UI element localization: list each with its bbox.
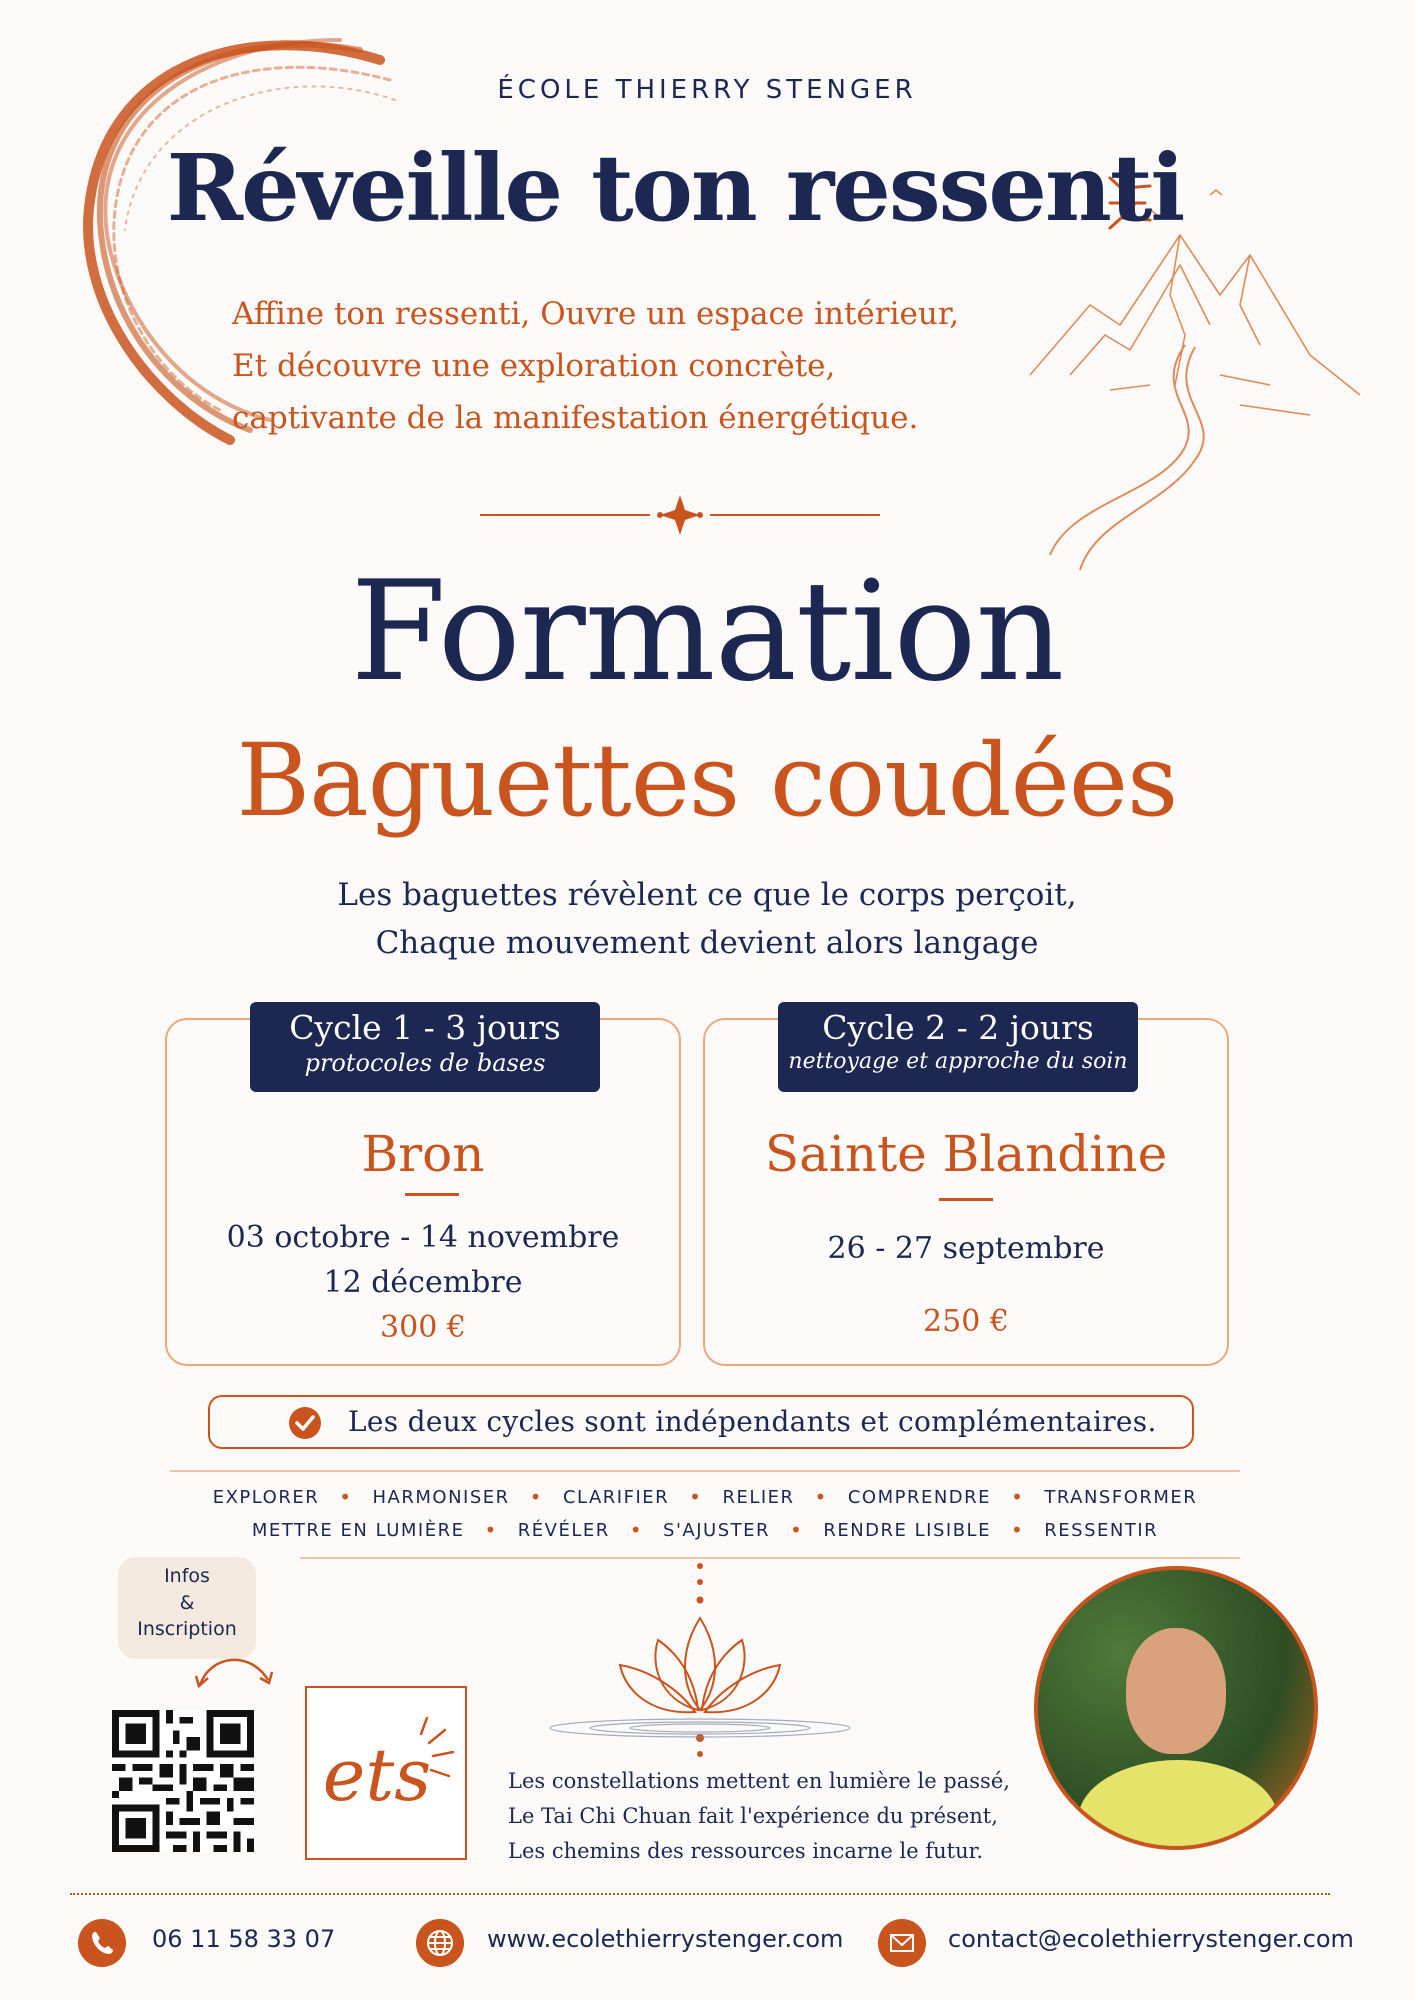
tagline-line: Chaque mouvement devient alors langage [375, 925, 1039, 961]
bullet: • [1010, 1518, 1025, 1542]
cycle-date-line: 03 octobre - 14 novembre [226, 1220, 620, 1255]
cycle-city: Bron [361, 1125, 485, 1183]
keyword: COMPRENDRE [847, 1486, 992, 1508]
lotus-icon [530, 1560, 870, 1760]
cycle-subtitle: nettoyage et approche du soin [788, 1049, 1128, 1074]
bullet: • [790, 1518, 804, 1542]
cycle-dates [165, 1215, 681, 1305]
keywords-row [150, 1518, 1260, 1542]
check-icon [288, 1406, 322, 1440]
intro-line: Et découvre une exploration concrète, [232, 348, 836, 384]
keyword: HARMONISER [372, 1486, 510, 1508]
bullet: • [814, 1485, 828, 1509]
ornament-divider [480, 490, 880, 540]
cycle-date-line: 26 - 27 septembre [827, 1231, 1105, 1266]
cycle-city: Sainte Blandine [764, 1125, 1168, 1183]
bullet: • [629, 1518, 644, 1542]
bullet: • [339, 1485, 353, 1509]
phone-number[interactable]: 06 11 58 33 07 [152, 1925, 336, 1953]
note-text: Les deux cycles sont indépendants et complémentaires. [348, 1405, 1157, 1438]
cycle-title: Cycle 1 - 3 jours [289, 1008, 561, 1047]
divider [170, 1470, 1240, 1472]
phone-icon[interactable] [78, 1919, 126, 1967]
keyword: CLARIFIER [562, 1486, 670, 1508]
cycle-price: 250 € [923, 1304, 1009, 1339]
portrait-face [1126, 1628, 1226, 1754]
mail-icon[interactable] [878, 1919, 926, 1967]
ets-logo [305, 1686, 467, 1860]
quote-line: Les constellations mettent en lumière le passé, [508, 1769, 1010, 1793]
infos-line: Inscription [137, 1618, 237, 1641]
cycle-title: Cycle 2 - 2 jours [822, 1008, 1094, 1047]
keyword: TRANSFORMER [1044, 1486, 1198, 1508]
quote-line: Les chemins des ressources incarne le futur. [508, 1839, 984, 1863]
infos-line: & [179, 1591, 195, 1614]
tagline-line: Les baguettes révèlent ce que le corps perçoit, [337, 877, 1077, 913]
intro-line: Affine ton ressenti, Ouvre un espace intérieur, [232, 296, 960, 332]
portrait-shirt [1078, 1760, 1278, 1850]
curved-arrow-icon [190, 1650, 280, 1695]
bullet: • [529, 1485, 543, 1509]
website-link[interactable]: www.ecolethierrystenger.com [487, 1925, 844, 1953]
portrait-photo [1034, 1566, 1318, 1850]
cycle-subtitle: protocoles de bases [304, 1049, 546, 1077]
globe-icon[interactable] [416, 1919, 464, 1967]
keyword: METTRE EN LUMIÈRE [251, 1519, 465, 1541]
main-title: Réveille ton ressenti [166, 134, 1184, 242]
quote-line: Le Tai Chi Chuan fait l'expérience du présent, [508, 1804, 998, 1828]
keywords-row [150, 1485, 1260, 1509]
keyword: RELIER [722, 1486, 795, 1508]
subject-title: Baguettes coudées [236, 722, 1178, 839]
divider [300, 1557, 1240, 1559]
infos-line: Infos [164, 1565, 210, 1587]
cycle-banner [250, 1002, 600, 1092]
ets-logo-mark [307, 1688, 465, 1858]
qr-code[interactable] [112, 1710, 254, 1852]
cycle-banner [778, 1002, 1138, 1092]
keyword: EXPLORER [212, 1486, 320, 1508]
cycle-date-line: 12 décembre [323, 1265, 523, 1300]
keyword: RÉVÉLER [517, 1519, 610, 1541]
keyword: RESSENTIR [1044, 1519, 1159, 1541]
bullet: • [1011, 1485, 1025, 1509]
city-underline [405, 1193, 459, 1196]
cycle-price: 300 € [380, 1310, 466, 1345]
bullet: • [484, 1518, 498, 1542]
formation-title: Formation [350, 551, 1064, 712]
intro-line: captivante de la manifestation énergétique. [232, 400, 919, 436]
bullet: • [689, 1485, 703, 1509]
email-link[interactable]: contact@ecolethierrystenger.com [948, 1925, 1354, 1953]
infos-bubble [118, 1557, 256, 1659]
ets-logo-text: ets [322, 1733, 432, 1817]
dotted-separator [70, 1893, 1330, 1895]
keyword: S'AJUSTER [663, 1519, 771, 1541]
keyword: RENDRE LISIBLE [823, 1519, 991, 1541]
cycle-dates [703, 1226, 1229, 1271]
school-name: ÉCOLE THIERRY STENGER [497, 75, 917, 105]
city-underline [939, 1198, 993, 1201]
